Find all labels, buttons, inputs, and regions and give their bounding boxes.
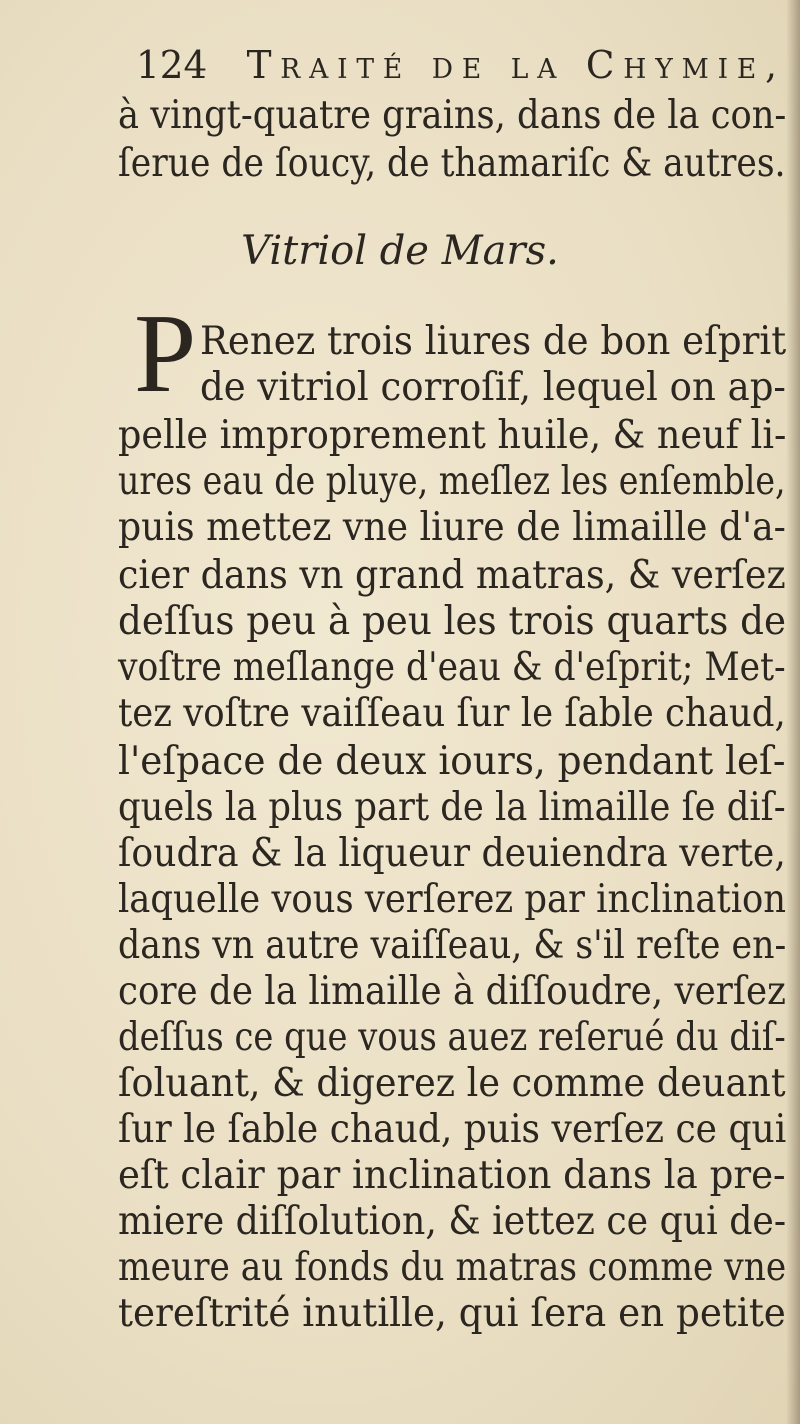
body-line: quels la plus part de la limaille ſe diſ- [118,785,786,830]
body-line: deſſus peu à peu les trois quarts de [118,599,786,644]
body-line: puis mettez vne liure de limaille d'a- [118,505,786,550]
body-line: tereſtrité inutille, qui ſera en petite [118,1291,786,1336]
body-line: dans vn autre vaiſſeau, & s'il reſte en- [118,923,787,968]
section-title: Vitriol de Mars. [241,228,559,274]
running-header [136,40,786,90]
body-line: ures eau de pluye, meſlez les enſemble, [118,459,786,504]
drop-cap: P [134,292,197,416]
page-gutter-shadow [786,0,800,1424]
page-number: 124 [136,43,208,87]
body-line: cier dans vn grand matras, & verſez [118,553,786,598]
body-line: deſſus ce que vous auez reſerué du diſ- [118,1015,786,1060]
body-line: tez voſtre vaiſſeau ſur le ſable chaud, [118,691,786,736]
body-line: Renez trois liures de bon eſprit [200,319,787,364]
body-line: ſoluant, & digerez le comme deuant [118,1061,786,1106]
body-line: pelle improprement huile, & neuf li- [118,413,787,458]
running-title: Traité de la Chymie, [246,43,786,87]
body-line: voſtre meſlange d'eau & d'eſprit; Met- [118,645,786,690]
body-line: core de la limaille à diſſoudre, verſez [118,969,786,1014]
body-line: ſur le ſable chaud, puis verſez ce qui [118,1107,787,1152]
intro-line: ſerue de ſoucy, de thamariſc & autres. [118,141,786,186]
body-line: laquelle vous verſerez par inclination [118,877,787,922]
body-line: ſoudra & la liqueur deuiendra verte, [118,831,786,876]
body-line: meure au fonds du matras comme vne [118,1245,787,1290]
body-line: miere diſſolution, & iettez ce qui de- [118,1199,787,1244]
body-line: l'eſpace de deux iours, pendant leſ- [118,739,786,784]
body-line: de vitriol corroſif, lequel on ap- [200,365,786,410]
body-line: eſt clair par inclination dans la pre- [118,1153,786,1198]
intro-line: à vingt-quatre grains, dans de la con- [118,93,787,138]
